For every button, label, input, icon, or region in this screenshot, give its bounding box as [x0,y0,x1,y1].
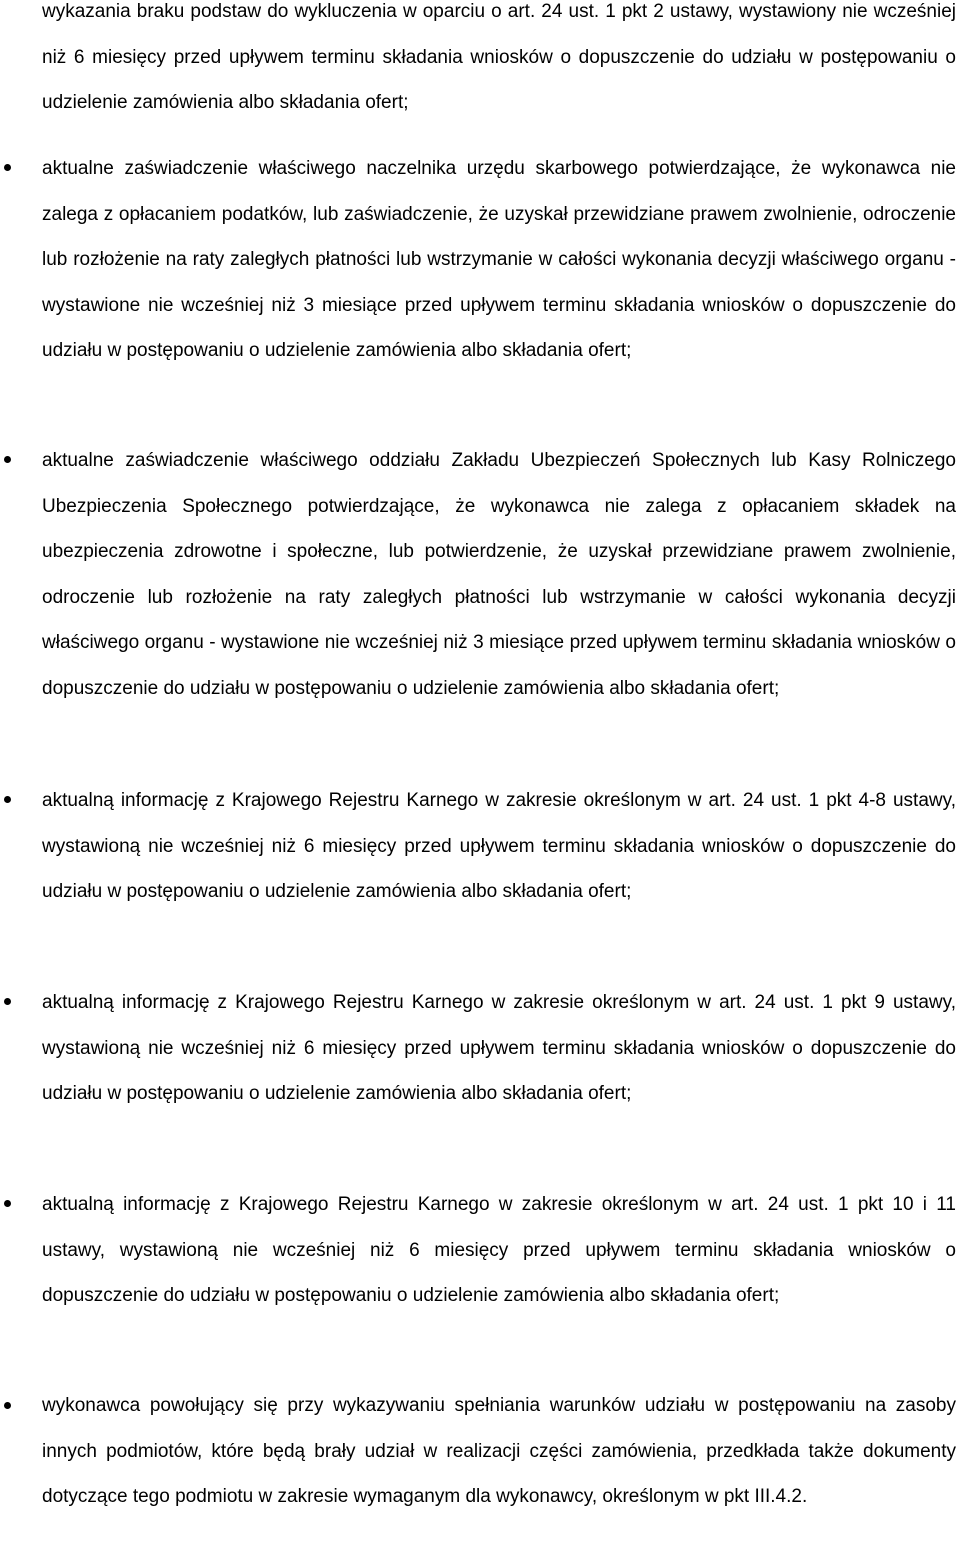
bullet-icon [4,998,11,1005]
list-item: aktualną informację z Krajowego Rejestru Karnego w zakresie określonym w art. 24 ust. 1 pkt 10 i 11 ustawy, wystawioną nie wcześniej niż 6 miesięcy przed upływem terminu składania wniosków o dopuszczenie do udziału w postępowaniu o udzielenie zamówienia albo składania ofert; [42,1194,956,1306]
list-item: wykonawca powołujący się przy wykazywaniu spełniania warunków udziału w postępowaniu na zasoby innych podmiotów, które będą brały udział w realizacji części zamówienia, przedkłada także dokumenty dotyczące tego podmiotu w zakresie wymaganym dla wykonawcy, określonym w pkt III.4.2. [42,1395,956,1507]
bullet-icon [4,1402,11,1409]
intro-paragraph: wykazania braku podstaw do wykluczenia w oparciu o art. 24 ust. 1 pkt 2 ustawy, wystawiony nie wcześniej niż 6 miesięcy przed upływem terminu składania wniosków o dopuszczenie do udziału w postępowaniu o udzielenie zamówienia albo składania ofert; [42,1,956,113]
bullet-icon [4,1200,11,1207]
bullet-icon [4,164,11,171]
bullet-icon [4,456,11,463]
bullet-icon [4,796,11,803]
list-item: aktualną informację z Krajowego Rejestru Karnego w zakresie określonym w art. 24 ust. 1 pkt 9 ustawy, wystawioną nie wcześniej niż 6 miesięcy przed upływem terminu składania wniosków o dopuszczenie do udziału w postępowaniu o udzielenie zamówienia albo składania ofert; [42,992,956,1104]
list-item: aktualne zaświadczenie właściwego naczelnika urzędu skarbowego potwierdzające, że wykonawca nie zalega z opłacaniem podatków, lub zaświadczenie, że uzyskał przewidziane prawem zwolnienie, odroczenie lub rozłożenie na raty zaległych płatności lub wstrzymanie w całości wykonania decyzji właściwego organu - wystawione nie wcześniej niż 3 miesiące przed upływem terminu składania wniosków o dopuszczenie do udziału w postępowaniu o udzielenie zamówienia albo składania ofert; [42,158,956,361]
list-item: aktualne zaświadczenie właściwego oddziału Zakładu Ubezpieczeń Społecznych lub Kasy Rolniczego Ubezpieczenia Społecznego potwierdzające, że wykonawca nie zalega z opłacaniem składek na ubezpieczenia zdrowotne i społeczne, lub potwierdzenie, że uzyskał przewidziane prawem zwolnienie, odroczenie lub rozłożenie na raty zaległych płatności lub wstrzymanie w całości wykonania decyzji właściwego organu - wystawione nie wcześniej niż 3 miesiące przed upływem terminu składania wniosków o dopuszczenie do udziału w postępowaniu o udzielenie zamówienia albo składania ofert; [42,450,956,699]
list-item: aktualną informację z Krajowego Rejestru Karnego w zakresie określonym w art. 24 ust. 1 pkt 4-8 ustawy, wystawioną nie wcześniej niż 6 miesięcy przed upływem terminu składania wniosków o dopuszczenie do udziału w postępowaniu o udzielenie zamówienia albo składania ofert; [42,790,956,902]
